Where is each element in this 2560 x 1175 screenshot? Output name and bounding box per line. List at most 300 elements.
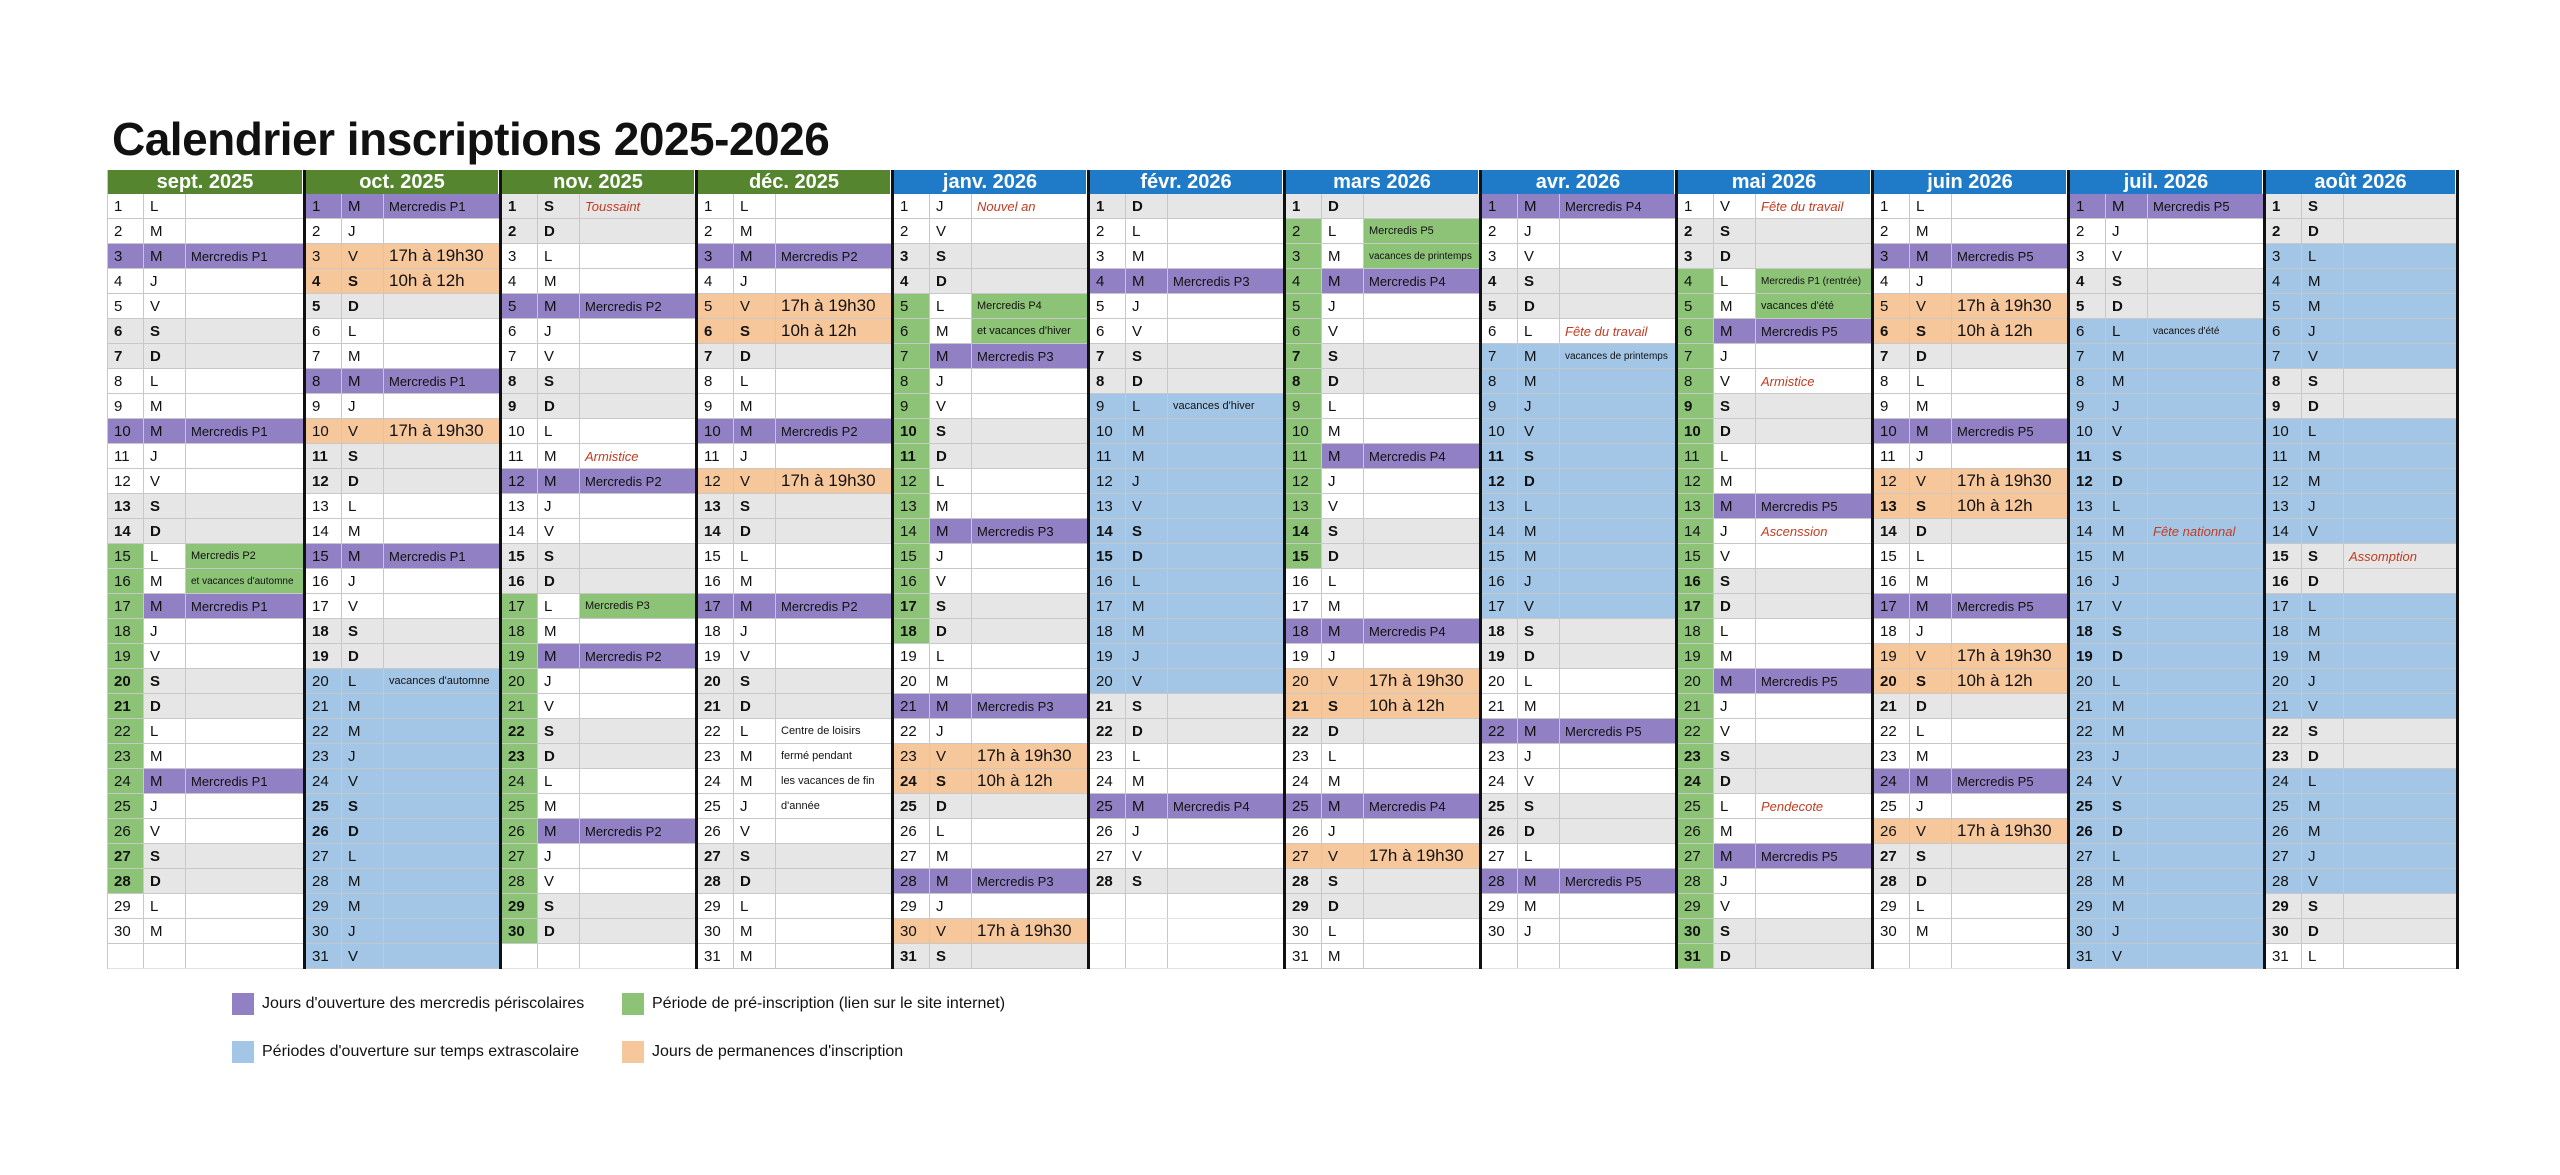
day-row [1090, 644, 1283, 669]
day-event [1364, 294, 1479, 318]
day-number: 4 [108, 269, 144, 293]
day-row [2266, 494, 2456, 519]
event-label: Nouvel an [977, 198, 1036, 214]
weekday-letter: M [1518, 194, 1560, 218]
day-row [306, 919, 499, 944]
weekday-letter: S [1714, 919, 1756, 943]
day-row [2070, 344, 2263, 369]
day-event [1952, 319, 2067, 343]
day-number: 22 [1874, 719, 1910, 743]
day-row [2266, 194, 2456, 219]
weekday-letter: M [538, 644, 580, 668]
weekday-letter: V [538, 344, 580, 368]
day-number: 13 [894, 494, 930, 518]
day-event [972, 894, 1087, 918]
weekday-letter: D [734, 519, 776, 543]
weekday-letter: L [1322, 219, 1364, 243]
day-row [1090, 894, 1283, 919]
day-event [1168, 519, 1283, 543]
day-number: 5 [1286, 294, 1322, 318]
day-event [2344, 194, 2456, 218]
day-event [2148, 794, 2263, 818]
weekday-letter: D [538, 394, 580, 418]
day-row [1874, 194, 2067, 219]
event-label: 17h à 19h30 [977, 921, 1072, 940]
day-row [698, 869, 891, 894]
day-number: 8 [1874, 369, 1910, 393]
weekday-letter: M [1714, 294, 1756, 318]
weekday-letter: V [538, 694, 580, 718]
weekday-letter: L [930, 469, 972, 493]
day-row [2070, 944, 2263, 969]
weekday-letter: S [2302, 369, 2344, 393]
day-event [1756, 594, 1871, 618]
day-event [186, 694, 303, 718]
weekday-letter: D [2302, 919, 2344, 943]
weekday-letter: M [1518, 369, 1560, 393]
day-row [1678, 369, 1871, 394]
day-row [1286, 194, 1479, 219]
weekday-letter: L [2302, 244, 2344, 268]
day-number: 8 [2266, 369, 2302, 393]
weekday-letter: S [538, 719, 580, 743]
empty-cell [1126, 944, 1168, 968]
day-number: 21 [1678, 694, 1714, 718]
weekday-letter: M [2106, 544, 2148, 568]
day-number: 18 [1482, 619, 1518, 643]
event-label: et vacances d'hiver [977, 325, 1071, 337]
weekday-letter: M [1322, 594, 1364, 618]
weekday-letter: S [930, 769, 972, 793]
legend-label: Jours de permanences d'inscription [652, 1043, 904, 1060]
day-event [1168, 369, 1283, 393]
weekday-letter: J [2106, 569, 2148, 593]
weekday-letter: S [2106, 794, 2148, 818]
day-row [1678, 194, 1871, 219]
day-number: 31 [894, 944, 930, 968]
day-number: 30 [698, 919, 734, 943]
weekday-letter: L [1910, 369, 1952, 393]
day-number: 11 [306, 444, 342, 468]
day-number: 8 [2070, 369, 2106, 393]
day-row [1286, 694, 1479, 719]
weekday-letter: D [1910, 694, 1952, 718]
day-row [2266, 344, 2456, 369]
weekday-letter: D [2106, 819, 2148, 843]
day-row [108, 744, 303, 769]
weekday-letter: D [538, 569, 580, 593]
weekday-letter: L [144, 544, 186, 568]
day-row [502, 319, 695, 344]
day-number: 13 [2070, 494, 2106, 518]
weekday-letter: L [1714, 269, 1756, 293]
day-event [580, 294, 695, 318]
day-row [1874, 494, 2067, 519]
weekday-letter: L [1126, 394, 1168, 418]
weekday-letter: M [144, 394, 186, 418]
day-number: 27 [1482, 844, 1518, 868]
day-event [776, 569, 891, 593]
day-event [580, 219, 695, 243]
day-number: 23 [108, 744, 144, 768]
day-number: 22 [1678, 719, 1714, 743]
day-event [1952, 219, 2067, 243]
day-event [1560, 794, 1675, 818]
day-number: 11 [2070, 444, 2106, 468]
day-row [1874, 394, 2067, 419]
weekday-letter: L [734, 194, 776, 218]
empty-cell [1952, 944, 2067, 968]
day-row [1874, 694, 2067, 719]
day-row [1678, 644, 1871, 669]
day-event [580, 419, 695, 443]
weekday-letter: S [2302, 894, 2344, 918]
day-row [698, 619, 891, 644]
day-row [502, 469, 695, 494]
day-number: 3 [306, 244, 342, 268]
weekday-letter: L [1322, 744, 1364, 768]
day-event [1364, 919, 1479, 943]
day-row [1286, 744, 1479, 769]
day-event [1756, 944, 1871, 968]
day-row [894, 794, 1087, 819]
weekday-letter: M [1322, 944, 1364, 968]
weekday-letter: M [1322, 269, 1364, 293]
day-row [1482, 644, 1675, 669]
day-event [1364, 569, 1479, 593]
day-row [2070, 894, 2263, 919]
day-event [1952, 244, 2067, 268]
day-event [384, 394, 499, 418]
weekday-letter: M [1910, 769, 1952, 793]
weekday-letter: M [1910, 919, 1952, 943]
weekday-letter: V [342, 769, 384, 793]
day-row [1482, 794, 1675, 819]
weekday-letter: D [1126, 194, 1168, 218]
weekday-letter: J [1322, 294, 1364, 318]
weekday-letter: J [1126, 644, 1168, 668]
day-row [2070, 219, 2263, 244]
weekday-letter: S [1126, 869, 1168, 893]
day-number: 23 [2070, 744, 2106, 768]
day-number: 20 [2070, 669, 2106, 693]
day-row [2070, 644, 2263, 669]
weekday-letter: V [342, 944, 384, 968]
day-number: 24 [502, 769, 538, 793]
weekday-letter: S [1714, 394, 1756, 418]
weekday-letter: D [1126, 369, 1168, 393]
weekday-letter: M [734, 944, 776, 968]
day-number: 23 [306, 744, 342, 768]
day-number: 16 [2266, 569, 2302, 593]
day-row [698, 419, 891, 444]
weekday-letter: D [1714, 419, 1756, 443]
weekday-letter: V [1910, 644, 1952, 668]
day-number: 15 [894, 544, 930, 568]
day-number: 30 [502, 919, 538, 943]
day-number: 25 [306, 794, 342, 818]
weekday-letter: V [1322, 844, 1364, 868]
day-number: 19 [894, 644, 930, 668]
day-event [1560, 244, 1675, 268]
month-header: déc. 2025 [698, 170, 891, 194]
event-label: les vacances de fin [781, 775, 875, 787]
day-number: 14 [1482, 519, 1518, 543]
day-row [2070, 569, 2263, 594]
day-event [2148, 619, 2263, 643]
weekday-letter: M [1126, 769, 1168, 793]
weekday-letter: L [1518, 319, 1560, 343]
day-number: 28 [1678, 869, 1714, 893]
day-number: 4 [2070, 269, 2106, 293]
day-number: 12 [1678, 469, 1714, 493]
event-label: Mercredis P3 [585, 600, 650, 612]
day-number: 11 [2266, 444, 2302, 468]
day-event [1560, 294, 1675, 318]
day-row [1678, 269, 1871, 294]
day-row [1678, 569, 1871, 594]
day-number: 31 [2266, 944, 2302, 968]
weekday-letter: V [2302, 869, 2344, 893]
weekday-letter: M [930, 319, 972, 343]
day-number: 2 [1482, 219, 1518, 243]
empty-cell [1910, 944, 1952, 968]
day-row [2070, 294, 2263, 319]
day-number: 15 [1678, 544, 1714, 568]
day-row [502, 294, 695, 319]
day-row [1482, 769, 1675, 794]
day-event [186, 719, 303, 743]
day-number: 27 [1874, 844, 1910, 868]
weekday-letter: V [2302, 519, 2344, 543]
day-number: 28 [1482, 869, 1518, 893]
day-event [1560, 369, 1675, 393]
weekday-letter: M [2302, 819, 2344, 843]
weekday-letter: D [1518, 819, 1560, 843]
day-row [1090, 219, 1283, 244]
day-row [2070, 694, 2263, 719]
weekday-letter: V [734, 469, 776, 493]
day-event [2148, 944, 2263, 968]
day-event [1952, 269, 2067, 293]
weekday-letter: L [734, 894, 776, 918]
day-event [186, 619, 303, 643]
weekday-letter: J [1322, 469, 1364, 493]
day-row [2266, 794, 2456, 819]
day-event [972, 544, 1087, 568]
day-number: 26 [306, 819, 342, 843]
day-row [108, 569, 303, 594]
weekday-letter: M [2106, 869, 2148, 893]
day-number: 11 [1482, 444, 1518, 468]
day-row [1482, 444, 1675, 469]
day-event [2344, 244, 2456, 268]
weekday-letter: D [734, 344, 776, 368]
weekday-letter: V [1126, 319, 1168, 343]
day-row [2266, 669, 2456, 694]
day-event [580, 469, 695, 493]
day-number: 16 [894, 569, 930, 593]
empty-cell [538, 944, 580, 968]
day-row [1678, 894, 1871, 919]
weekday-letter: D [1322, 369, 1364, 393]
day-number: 13 [1286, 494, 1322, 518]
day-event [1168, 844, 1283, 868]
day-number: 27 [894, 844, 930, 868]
day-row [108, 419, 303, 444]
day-event [580, 344, 695, 368]
day-row [1090, 419, 1283, 444]
day-row [2070, 594, 2263, 619]
day-event [186, 744, 303, 768]
day-row [1090, 494, 1283, 519]
day-event [972, 194, 1087, 218]
day-row [1482, 519, 1675, 544]
month-header: juil. 2026 [2070, 170, 2263, 194]
day-event [972, 794, 1087, 818]
day-event [186, 669, 303, 693]
day-number: 30 [1874, 919, 1910, 943]
day-event [972, 869, 1087, 893]
weekday-letter: L [1126, 744, 1168, 768]
day-row [698, 769, 891, 794]
day-row [698, 894, 891, 919]
weekday-letter: D [342, 644, 384, 668]
day-event [2344, 644, 2456, 668]
day-number: 15 [2266, 544, 2302, 568]
weekday-letter: L [2106, 319, 2148, 343]
day-event [1952, 594, 2067, 618]
day-event [186, 419, 303, 443]
day-row [1090, 719, 1283, 744]
day-row [2266, 619, 2456, 644]
day-event [384, 594, 499, 618]
day-number: 10 [306, 419, 342, 443]
day-row [306, 944, 499, 969]
day-event [1168, 794, 1283, 818]
day-number: 20 [306, 669, 342, 693]
weekday-letter: M [342, 544, 384, 568]
day-row [1678, 444, 1871, 469]
day-number: 30 [1678, 919, 1714, 943]
weekday-letter: J [538, 669, 580, 693]
day-row [502, 669, 695, 694]
day-row [502, 819, 695, 844]
weekday-letter: S [342, 794, 384, 818]
day-row [1482, 669, 1675, 694]
day-row [698, 644, 891, 669]
weekday-letter: V [2106, 944, 2148, 968]
day-number: 25 [1482, 794, 1518, 818]
weekday-letter: J [930, 544, 972, 568]
day-number: 23 [502, 744, 538, 768]
day-row [1482, 494, 1675, 519]
day-event [384, 944, 499, 968]
weekday-letter: D [1714, 244, 1756, 268]
day-row [894, 894, 1087, 919]
weekday-letter: J [1714, 869, 1756, 893]
day-row [306, 569, 499, 594]
day-number: 27 [502, 844, 538, 868]
weekday-letter: D [2106, 294, 2148, 318]
day-event [1364, 719, 1479, 743]
day-row [2266, 244, 2456, 269]
day-event [972, 494, 1087, 518]
day-event [972, 744, 1087, 768]
event-label: 10h à 12h [389, 271, 465, 290]
day-row [502, 569, 695, 594]
day-event [972, 419, 1087, 443]
weekday-letter: V [1910, 469, 1952, 493]
day-number: 7 [2266, 344, 2302, 368]
day-number: 24 [108, 769, 144, 793]
day-event [1560, 694, 1675, 718]
weekday-letter: M [538, 819, 580, 843]
weekday-letter: J [734, 444, 776, 468]
day-event [1364, 769, 1479, 793]
day-number: 27 [1286, 844, 1322, 868]
empty-cell [1168, 944, 1283, 968]
weekday-letter: J [734, 619, 776, 643]
weekday-letter: M [1518, 894, 1560, 918]
day-row [108, 494, 303, 519]
event-label: Toussaint [585, 198, 641, 214]
day-row [1678, 394, 1871, 419]
day-number: 22 [2070, 719, 2106, 743]
weekday-letter: V [1714, 194, 1756, 218]
day-event [1168, 269, 1283, 293]
day-event [972, 719, 1087, 743]
legend-item-mercredis [232, 993, 584, 1015]
day-event [1756, 769, 1871, 793]
day-event [2148, 419, 2263, 443]
event-label: Mercredis P4 [1369, 448, 1446, 464]
day-number: 15 [502, 544, 538, 568]
day-number: 28 [108, 869, 144, 893]
day-event [1952, 894, 2067, 918]
month-column [891, 170, 1087, 969]
day-event [2344, 719, 2456, 743]
day-number: 29 [1286, 894, 1322, 918]
weekday-letter: M [2302, 294, 2344, 318]
weekday-letter: L [734, 719, 776, 743]
day-event [1168, 644, 1283, 668]
day-number: 5 [2070, 294, 2106, 318]
day-event [186, 794, 303, 818]
day-event [972, 594, 1087, 618]
day-number: 9 [1090, 394, 1126, 418]
weekday-letter: S [342, 444, 384, 468]
day-event [186, 819, 303, 843]
day-row [108, 694, 303, 719]
month-column [1871, 170, 2067, 969]
day-number: 20 [894, 669, 930, 693]
day-row [502, 369, 695, 394]
day-row [894, 819, 1087, 844]
day-event [972, 519, 1087, 543]
day-row [698, 519, 891, 544]
weekday-letter: J [1518, 394, 1560, 418]
month-header: oct. 2025 [306, 170, 499, 194]
day-event [384, 794, 499, 818]
day-row [2070, 269, 2263, 294]
day-number: 16 [108, 569, 144, 593]
day-row [306, 619, 499, 644]
weekday-letter: M [1714, 469, 1756, 493]
weekday-letter: L [1714, 794, 1756, 818]
day-number: 15 [1090, 544, 1126, 568]
day-row [108, 669, 303, 694]
